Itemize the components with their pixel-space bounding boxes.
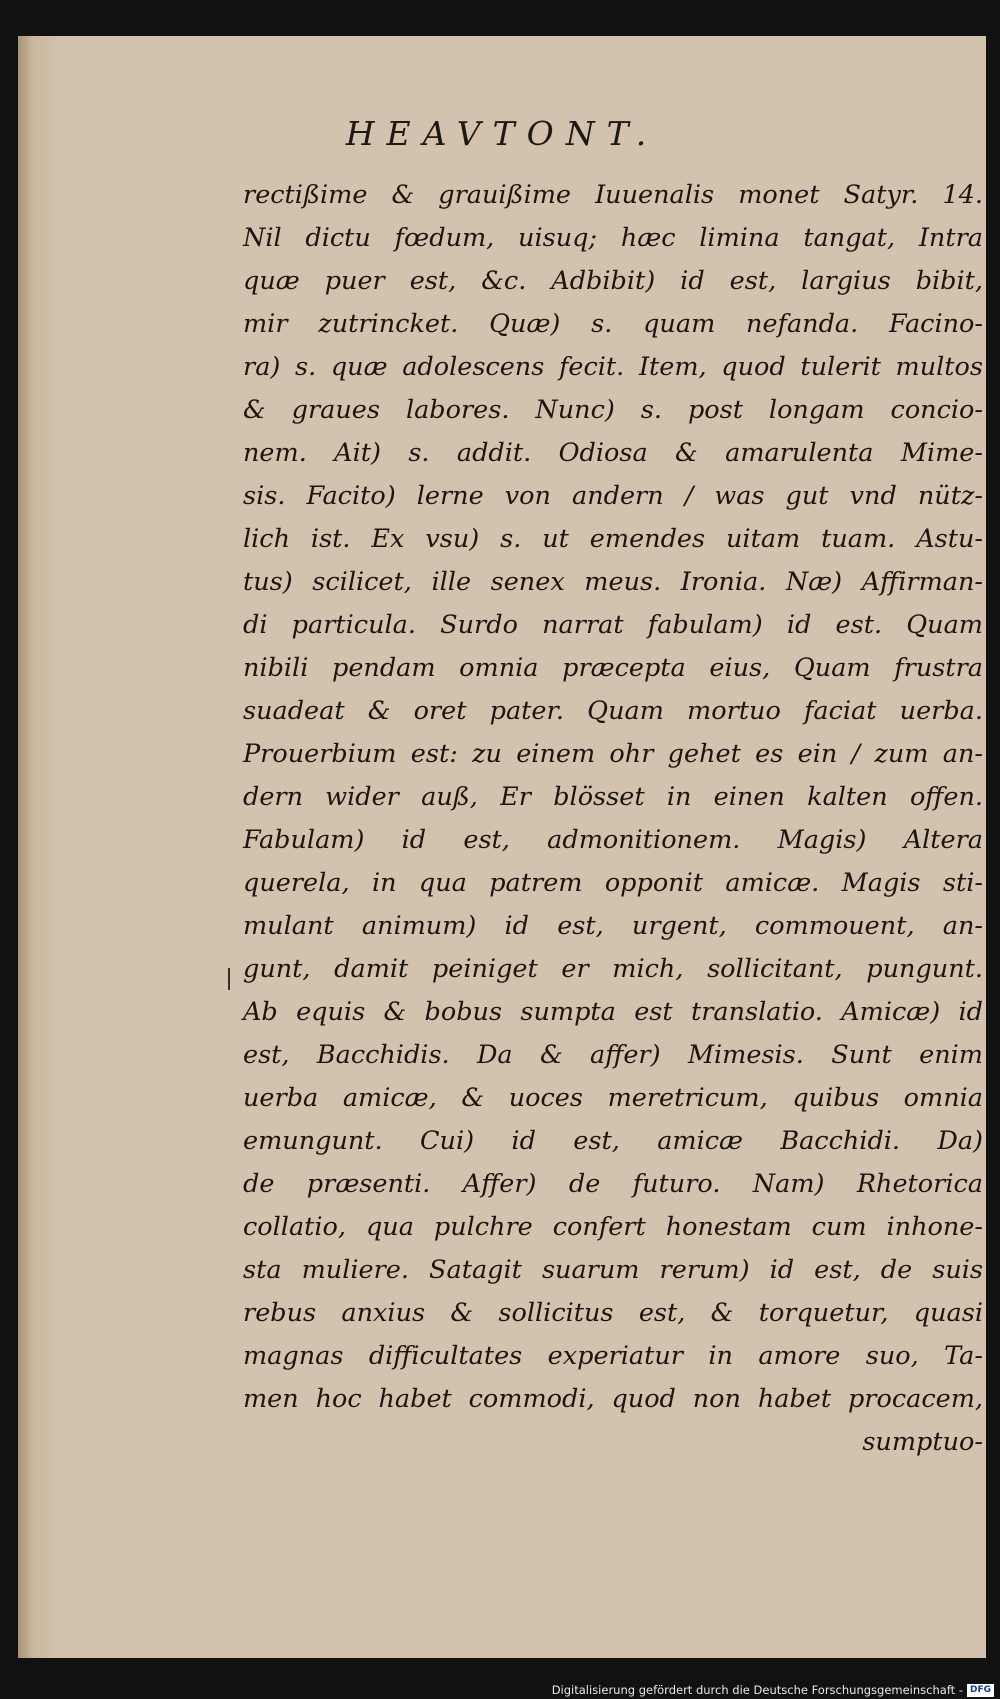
text-line: suadeat & oret pater. Quam mortuo faciat uerba. <box>243 696 983 726</box>
text-line: est, Bacchidis. Da & affer) Mimesis. Sunt enim <box>243 1040 983 1070</box>
text-line: sis. Facito) lerne von andern / was gut vnd nütz- <box>243 481 983 511</box>
text-line: emungunt. Cui) id est, amicæ Bacchidi. Da) <box>243 1126 983 1156</box>
text-line: & graues labores. Nunc) s. post longam concio- <box>243 395 983 425</box>
text-line: gunt, damit peiniget er mich, sollicitant, pungunt. <box>243 954 983 984</box>
book-page <box>18 36 986 1658</box>
text-line: lich ist. Ex vsu) s. ut emendes uitam tuam. Astu- <box>243 524 983 554</box>
text-line: Prouerbium est: zu einem ohr gehet es ein / zum an- <box>243 739 983 769</box>
text-line: Ab equis & bobus sumpta est translatio. Amicæ) id <box>243 997 983 1027</box>
text-line: ra) s. quæ adolescens fecit. Item, quod tulerit multos <box>243 352 983 382</box>
text-line: de præsenti. Affer) de futuro. Nam) Rhetorica <box>243 1169 983 1199</box>
text-line: nem. Ait) s. addit. Odiosa & amarulenta Mime- <box>243 438 983 468</box>
dfg-logo-icon: DFG <box>967 1684 994 1697</box>
text-line: mir zutrincket. Quæ) s. quam nefanda. Facino- <box>243 309 983 339</box>
running-head: HEAVTONT. <box>345 114 659 153</box>
text-line: di particula. Surdo narrat fabulam) id est. Quam <box>243 610 983 640</box>
text-line: sumptuo- <box>862 1427 983 1457</box>
text-line: querela, in qua patrem opponit amicæ. Magis sti- <box>243 868 983 898</box>
text-line: Nil dictu fœdum, uisuq; hæc limina tangat, Intra <box>243 223 983 253</box>
text-line: tus) scilicet, ille senex meus. Ironia. Næ) Affirman- <box>243 567 983 597</box>
text-line: nibili pendam omnia præcepta eius, Quam frustra <box>243 653 983 683</box>
text-line: collatio, qua pulchre confert honestam cum inhone- <box>243 1212 983 1242</box>
text-line: mulant animum) id est, urgent, commouent, an- <box>243 911 983 941</box>
text-line: magnas difficultates experiatur in amore suo, Ta- <box>243 1341 983 1371</box>
text-line: Fabulam) id est, admonitionem. Magis) Altera <box>243 825 983 855</box>
text-line: dern wider auß, Er blösset in einen kalten offen. <box>243 782 983 812</box>
margin-mark <box>228 968 230 990</box>
text-line: rebus anxius & sollicitus est, & torquetur, quasi <box>243 1298 983 1328</box>
text-line: men hoc habet commodi, quod non habet procacem, <box>243 1384 983 1414</box>
text-line: quæ puer est, &c. Adbibit) id est, largius bibit, <box>243 266 983 296</box>
text-line: sta muliere. Satagit suarum rerum) id est, de suis <box>243 1255 983 1285</box>
body-text <box>243 174 983 1464</box>
text-line: uerba amicæ, & uoces meretricum, quibus omnia <box>243 1083 983 1113</box>
footer-credit: Digitalisierung gefördert durch die Deutsche Forschungsgemeinschaft - <box>551 1683 963 1697</box>
text-line: rectißime & grauißime Iuuenalis monet Satyr. 14. <box>243 180 983 210</box>
digitization-footer <box>552 1683 994 1697</box>
